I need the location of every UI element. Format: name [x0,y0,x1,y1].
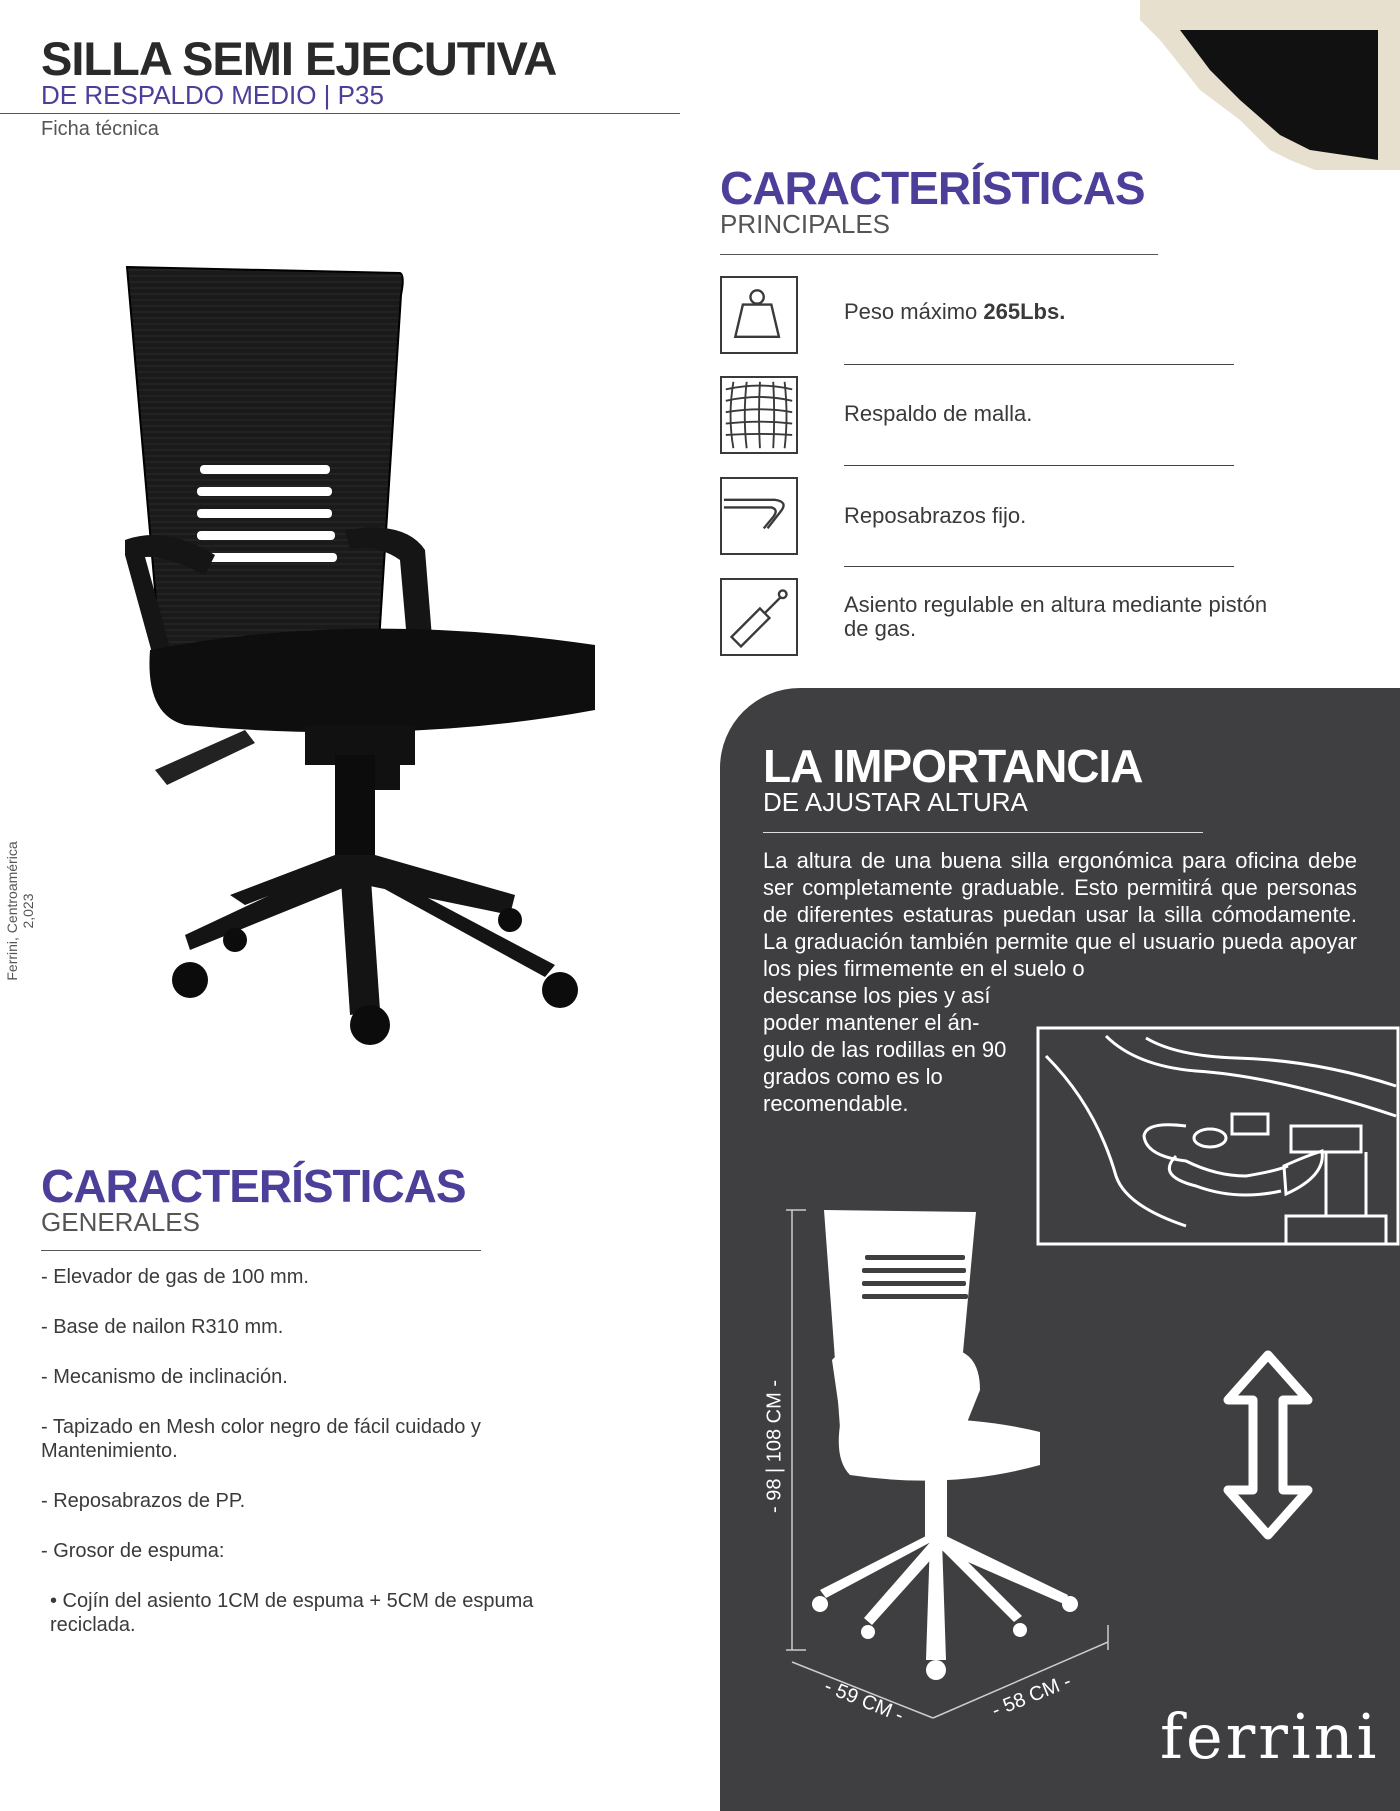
height-adjust-arrow-icon [1218,1350,1318,1540]
list-item: - Grosor de espuma: [41,1540,225,1562]
feature-armrest: Reposabrazos fijo. [844,503,1027,528]
feature-divider [844,465,1234,466]
page-title: SILLA SEMI EJECUTIVA [41,32,557,85]
chair-dimensions-illustration [750,1200,1150,1720]
list-item: - Reposabrazos de PP. [41,1490,246,1512]
page-subtitle: DE RESPALDO MEDIO | P35 [41,80,384,110]
width-dimension-label: - 59 CM - [821,1675,907,1727]
principal-subheading: PRINCIPALES [720,209,891,239]
list-subitem: • Cojín del asiento 1CM de espuma + 5CM de espuma reciclada. [50,1590,534,1636]
principal-divider [720,254,1158,255]
importance-subheading: DE AJUSTAR ALTURA [763,787,1028,817]
brand-logo: ferrini [1160,1700,1380,1773]
list-item: - Elevador de gas de 100 mm. [41,1266,309,1288]
general-features-list [41,1265,541,1663]
feature-divider [844,566,1234,567]
feature-weight [844,300,1284,324]
copyright-credit: Ferrini, Centroamérica 2,023 [4,841,36,981]
importance-heading: LA IMPORTANCIA [763,740,1143,792]
list-item: - Base de nailon R310 mm. [41,1316,284,1338]
general-heading: CARACTERÍSTICAS [41,1160,466,1212]
feature-gas-piston: Asiento regulable en altura mediante pistón de gas. [844,592,1268,641]
list-item: - Tapizado en Mesh color negro de fácil cuidado y Mantenimiento. [41,1416,481,1462]
chair-product-image [105,255,645,1055]
title-divider [0,113,680,114]
principal-heading: CARACTERÍSTICAS [720,162,1145,214]
importance-paragraph: La altura de una buena silla ergonómica para oficina debe ser completamente graduable. Esto permitirá que personas de diferentes estaturas puedan usar la silla cómodamente. La graduación también permite que el usuario pueda apoyar los pies firmemente en el suelo o [763,848,1357,981]
feature-divider [844,364,1234,365]
gas-piston-icon [720,578,798,656]
mesh-icon [720,376,798,454]
list-item: - Mecanismo de inclinación. [41,1366,288,1388]
depth-dimension-label: - 58 CM - [988,1670,1075,1722]
document-type-label: Ficha técnica [41,118,159,140]
corner-decoration [1140,0,1400,170]
importance-divider [763,832,1203,833]
weight-icon [720,276,798,354]
general-divider [41,1250,481,1251]
feature-mesh: Respaldo de malla. [844,401,1033,426]
armrest-icon [720,477,798,555]
feature-weight-value: 265Lbs. [983,299,1066,324]
general-subheading: GENERALES [41,1207,200,1237]
importance-paragraph-continued: descanse los pies y así poder mantener el án- gulo de las rodillas en 90 grados como es lo recomendable. [763,983,1007,1116]
feature-weight-label: Peso máximo [844,299,978,324]
height-dimension-label: - 98 | 108 CM - [763,1379,786,1514]
